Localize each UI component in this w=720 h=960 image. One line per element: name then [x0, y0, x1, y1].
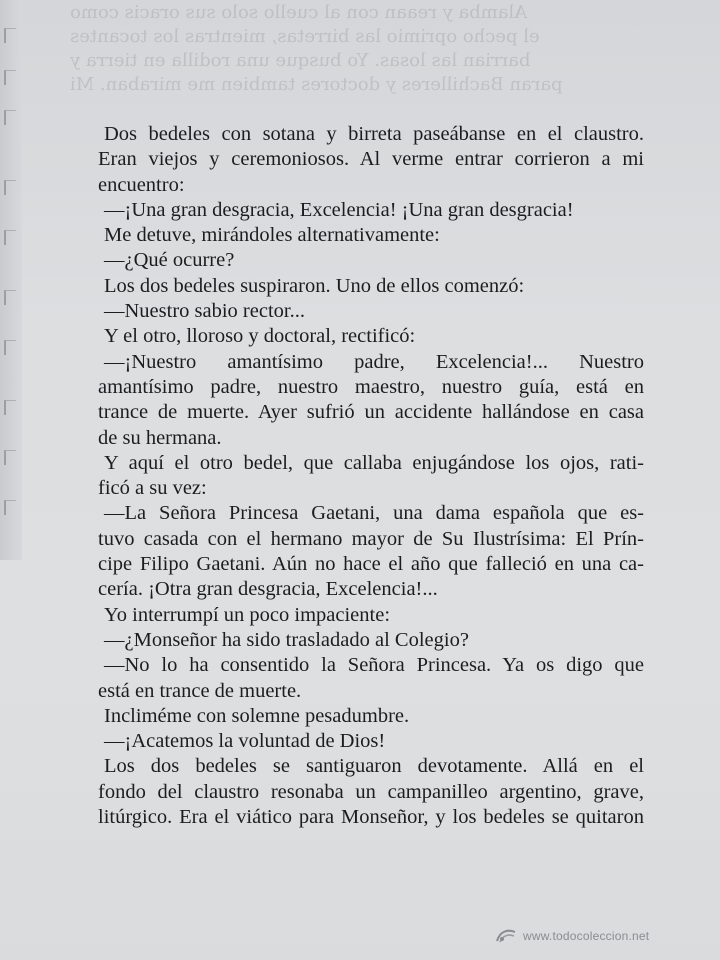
text-line: Los dos bedeles suspiraron. Uno de ellos comenzó:	[104, 274, 525, 297]
text-line: Los dos bedeles se santiguaron devotamente. Allá en el	[104, 755, 644, 778]
text-line: está en trance de muerte.	[98, 679, 302, 702]
text-line: cipe Filipo Gaetani. Aún no hace el año que falleció en una ca-	[98, 553, 644, 576]
text-line: tuvo casada con el hermano mayor de Su Ilustrísima: El Prín-	[98, 527, 644, 550]
watermark	[494, 927, 649, 945]
text-line: Y aquí el otro bedel, que callaba enjugándose los ojos, rati-	[104, 451, 644, 474]
text-line: —¡Una gran desgracia, Excelencia! ¡Una gran desgracia!	[104, 198, 574, 221]
text-line: amantísimo padre, nuestro maestro, nuestro guía, está en	[98, 375, 644, 398]
text-line: —¡Acatemos la voluntad de Dios!	[104, 730, 386, 753]
text-line: —La Señora Princesa Gaetani, una dama española que es-	[104, 502, 644, 525]
body-text	[98, 122, 644, 830]
text-line: de su hermana.	[98, 426, 222, 449]
text-line: Eran viejos y ceremoniosos. Al verme entrar corrieron a mi	[98, 148, 644, 171]
text-line: litúrgico. Era el viático para Monseñor, y los bedeles se quitaron	[98, 806, 644, 829]
text-line: ficó a su vez:	[98, 477, 207, 500]
text-line: fondo del claustro resonaba un campanilleo argentino, grave,	[98, 780, 644, 803]
text-line: cería. ¡Otra gran desgracia, Excelencia!...	[98, 578, 438, 601]
text-line: Yo interrumpí un poco impaciente:	[104, 603, 391, 626]
todocoleccion-logo-icon	[494, 927, 518, 945]
text-line: Me detuve, mirándoles alternativamente:	[104, 224, 440, 247]
show-through-text: Alamba y reaan con al cuello solo sus oracis como el pecho oprimio las birretas, mientras los tocantes barrian las losas. Yo busque una rodilla en tierra y paran Bachilleres y doctores tambien me miraban. Mi	[70, 2, 563, 95]
text-line: Y el otro, lloroso y doctoral, rectificó:	[104, 325, 416, 348]
text-line: encuentro:	[98, 173, 185, 196]
text-line: —Nuestro sabio rector...	[104, 300, 305, 323]
text-line: —¿Monseñor ha sido trasladado al Colegio?	[104, 628, 469, 651]
watermark-text: www.todocoleccion.net	[523, 929, 650, 943]
text-line: —No lo ha consentido la Señora Princesa. Ya os digo que	[104, 654, 644, 677]
text-line: trance de muerte. Ayer sufrió un accidente hallándose en casa	[98, 401, 644, 424]
facing-page-edge	[0, 0, 22, 560]
text-line: Incliméme con solemne pesadumbre.	[104, 704, 410, 727]
text-line: —¿Qué ocurre?	[104, 249, 235, 272]
text-line: —¡Nuestro amantísimo padre, Excelencia!... Nuestro	[104, 350, 644, 373]
text-line: Dos bedeles con sotana y birreta paseábanse en el claustro.	[104, 123, 644, 145]
